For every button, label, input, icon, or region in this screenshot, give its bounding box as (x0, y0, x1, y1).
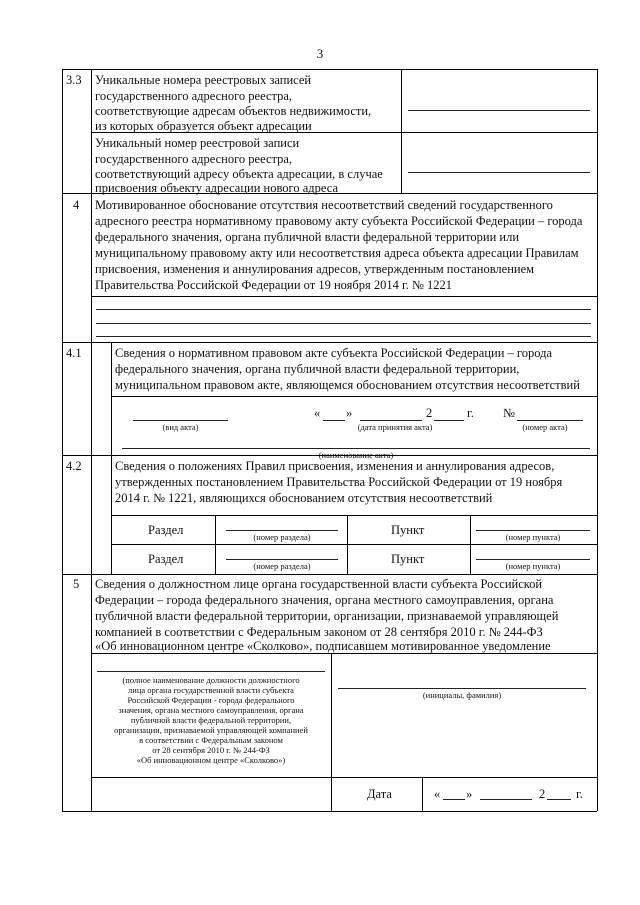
field-label-line: «Об инновационном центре «Сколково», подписавшем мотивированное уведомление (95, 639, 551, 653)
item-number-caption: (номер пункта) (505, 532, 561, 542)
row-number: 4.2 (66, 459, 82, 473)
field-label-line: Правительства Российской Федерации от 19 ноября 2014 г. № 1221 (95, 278, 453, 292)
sign-year-field[interactable] (547, 799, 571, 800)
field-label-line: 2014 г. № 1221, являющихся обоснованием отсутствия несоответствий (115, 491, 493, 505)
position-caption-line: лица органа государственной власти субъекта (128, 685, 294, 695)
quote-close: » (466, 787, 473, 801)
item-number-field[interactable] (476, 559, 590, 560)
justification-line[interactable] (96, 309, 591, 310)
row-number: 5 (73, 577, 80, 591)
section-label: Раздел (148, 552, 184, 566)
item-label: Пункт (391, 523, 425, 537)
row-number: 4.1 (66, 346, 82, 360)
row-number: 4 (73, 198, 80, 212)
initials-caption: (инициалы, фамилия) (422, 690, 502, 700)
position-caption-line: публичной власти федеральной территории, (130, 715, 292, 725)
justification-line[interactable] (96, 336, 591, 337)
row-number: 3.3 (66, 73, 82, 87)
year-suffix: г. (576, 787, 583, 801)
act-kind-caption: (вид акта) (162, 422, 199, 432)
field-label-line: соответствующий адресу объекта адресации, в случае (95, 167, 383, 181)
field-label-line: соответствующие адресам объектов недвижимости, (95, 104, 372, 118)
field-label-line: Мотивированное обоснование отсутствия несоответствий сведений государственного (95, 198, 553, 212)
position-caption-line: «Об инновационном центре «Сколково») (136, 755, 286, 765)
position-caption-line: значения, органа местного самоуправления, органа (118, 705, 304, 715)
registry-numbers-field[interactable] (408, 110, 590, 111)
page-number: 3 (316, 46, 324, 61)
section-number-field[interactable] (226, 559, 338, 560)
act-name-caption: (наименование акта) (318, 450, 394, 460)
field-label-line: публичной власти федеральной территории, организации, признаваемой управляющей (95, 609, 559, 623)
date-label: Дата (367, 787, 392, 801)
section-number-field[interactable] (226, 530, 338, 531)
position-caption-line: организации, признаваемой управляющей компанией (114, 725, 308, 735)
field-label-line: присвоения, изменения и аннулирования адресов, утвержденным постановлением (95, 262, 535, 276)
act-day-field[interactable] (323, 420, 345, 421)
field-label-line: муниципальному правовому акту или несоответствия адреса объекта адресации Правилам (95, 246, 579, 260)
item-number-caption: (номер пункта) (505, 561, 561, 571)
act-year-field[interactable] (434, 420, 464, 421)
section-label: Раздел (148, 523, 184, 537)
field-label-line: Уникальный номер реестровой записи (95, 136, 300, 150)
section-number-caption: (номер раздела) (253, 532, 311, 542)
field-label-line: Сведения о положениях Правил присвоения, изменения и аннулирования адресов, (115, 459, 555, 473)
field-label-line: компанией в соответствии с Федеральным законом от 28 сентября 2010 г. № 244-ФЗ (95, 625, 543, 639)
position-field[interactable] (97, 671, 325, 672)
position-caption-line: Российской Федерации - города федерального (127, 695, 295, 705)
field-label-line: Сведения о нормативном правовом акте субъекта Российской Федерации – города (115, 346, 553, 360)
field-label-line: федерального значения, органа публичной власти федеральной территории или (95, 230, 520, 244)
justification-line[interactable] (96, 323, 591, 324)
act-month-field[interactable] (360, 420, 422, 421)
section-number-caption: (номер раздела) (253, 561, 311, 571)
sign-month-field[interactable] (480, 799, 532, 800)
item-number-field[interactable] (476, 530, 590, 531)
act-name-field[interactable] (122, 448, 590, 449)
position-caption-line: в соответствии с Федеральным законом (139, 735, 283, 745)
field-label-line: адресного реестра нормативному правовому акту субъекта Российской Федерации – города (95, 214, 583, 228)
position-caption-line: (полное наименование должности должностного (122, 675, 300, 685)
act-kind-field[interactable] (133, 420, 228, 421)
field-label-line: Уникальные номера реестровых записей (95, 73, 312, 87)
item-label: Пункт (391, 552, 425, 566)
year-prefix: 2 (426, 406, 433, 420)
quote-open: « (314, 406, 321, 420)
field-label-line: муниципальном правовом акте, являющемся обоснованием отсутствия несоответствий (115, 378, 580, 392)
quote-close: » (346, 406, 353, 420)
initials-field[interactable] (338, 688, 586, 689)
year-prefix: 2 (539, 787, 546, 801)
field-label-line: государственного адресного реестра, (95, 89, 293, 103)
number-sign: № (503, 406, 515, 420)
act-number-field[interactable] (517, 420, 583, 421)
field-label-line: Сведения о должностном лице органа государственной власти субъекта Российской (95, 577, 543, 591)
field-label-line: из которых образуется объект адресации (95, 119, 312, 133)
field-label-line: федерального значения, органа публичной власти федеральной территории, (115, 362, 520, 376)
field-label-line: утвержденных постановлением Правительства Российской Федерации от 19 ноября (115, 475, 563, 489)
field-label-line: присвоения объекту адресации нового адреса (95, 181, 339, 195)
sign-day-field[interactable] (443, 799, 465, 800)
position-caption-line: от 28 сентября 2010 г. № 244-ФЗ (152, 745, 270, 755)
field-label-line: государственного адресного реестра, (95, 152, 293, 166)
year-suffix: г. (467, 406, 474, 420)
quote-open: « (434, 787, 441, 801)
act-date-caption: (дата принятия акта) (357, 422, 433, 432)
act-number-caption: (номер акта) (522, 422, 568, 432)
field-label-line: Федерации – города федерального значения, органа местного самоуправления, органа (95, 593, 554, 607)
registry-number-field[interactable] (408, 172, 590, 173)
